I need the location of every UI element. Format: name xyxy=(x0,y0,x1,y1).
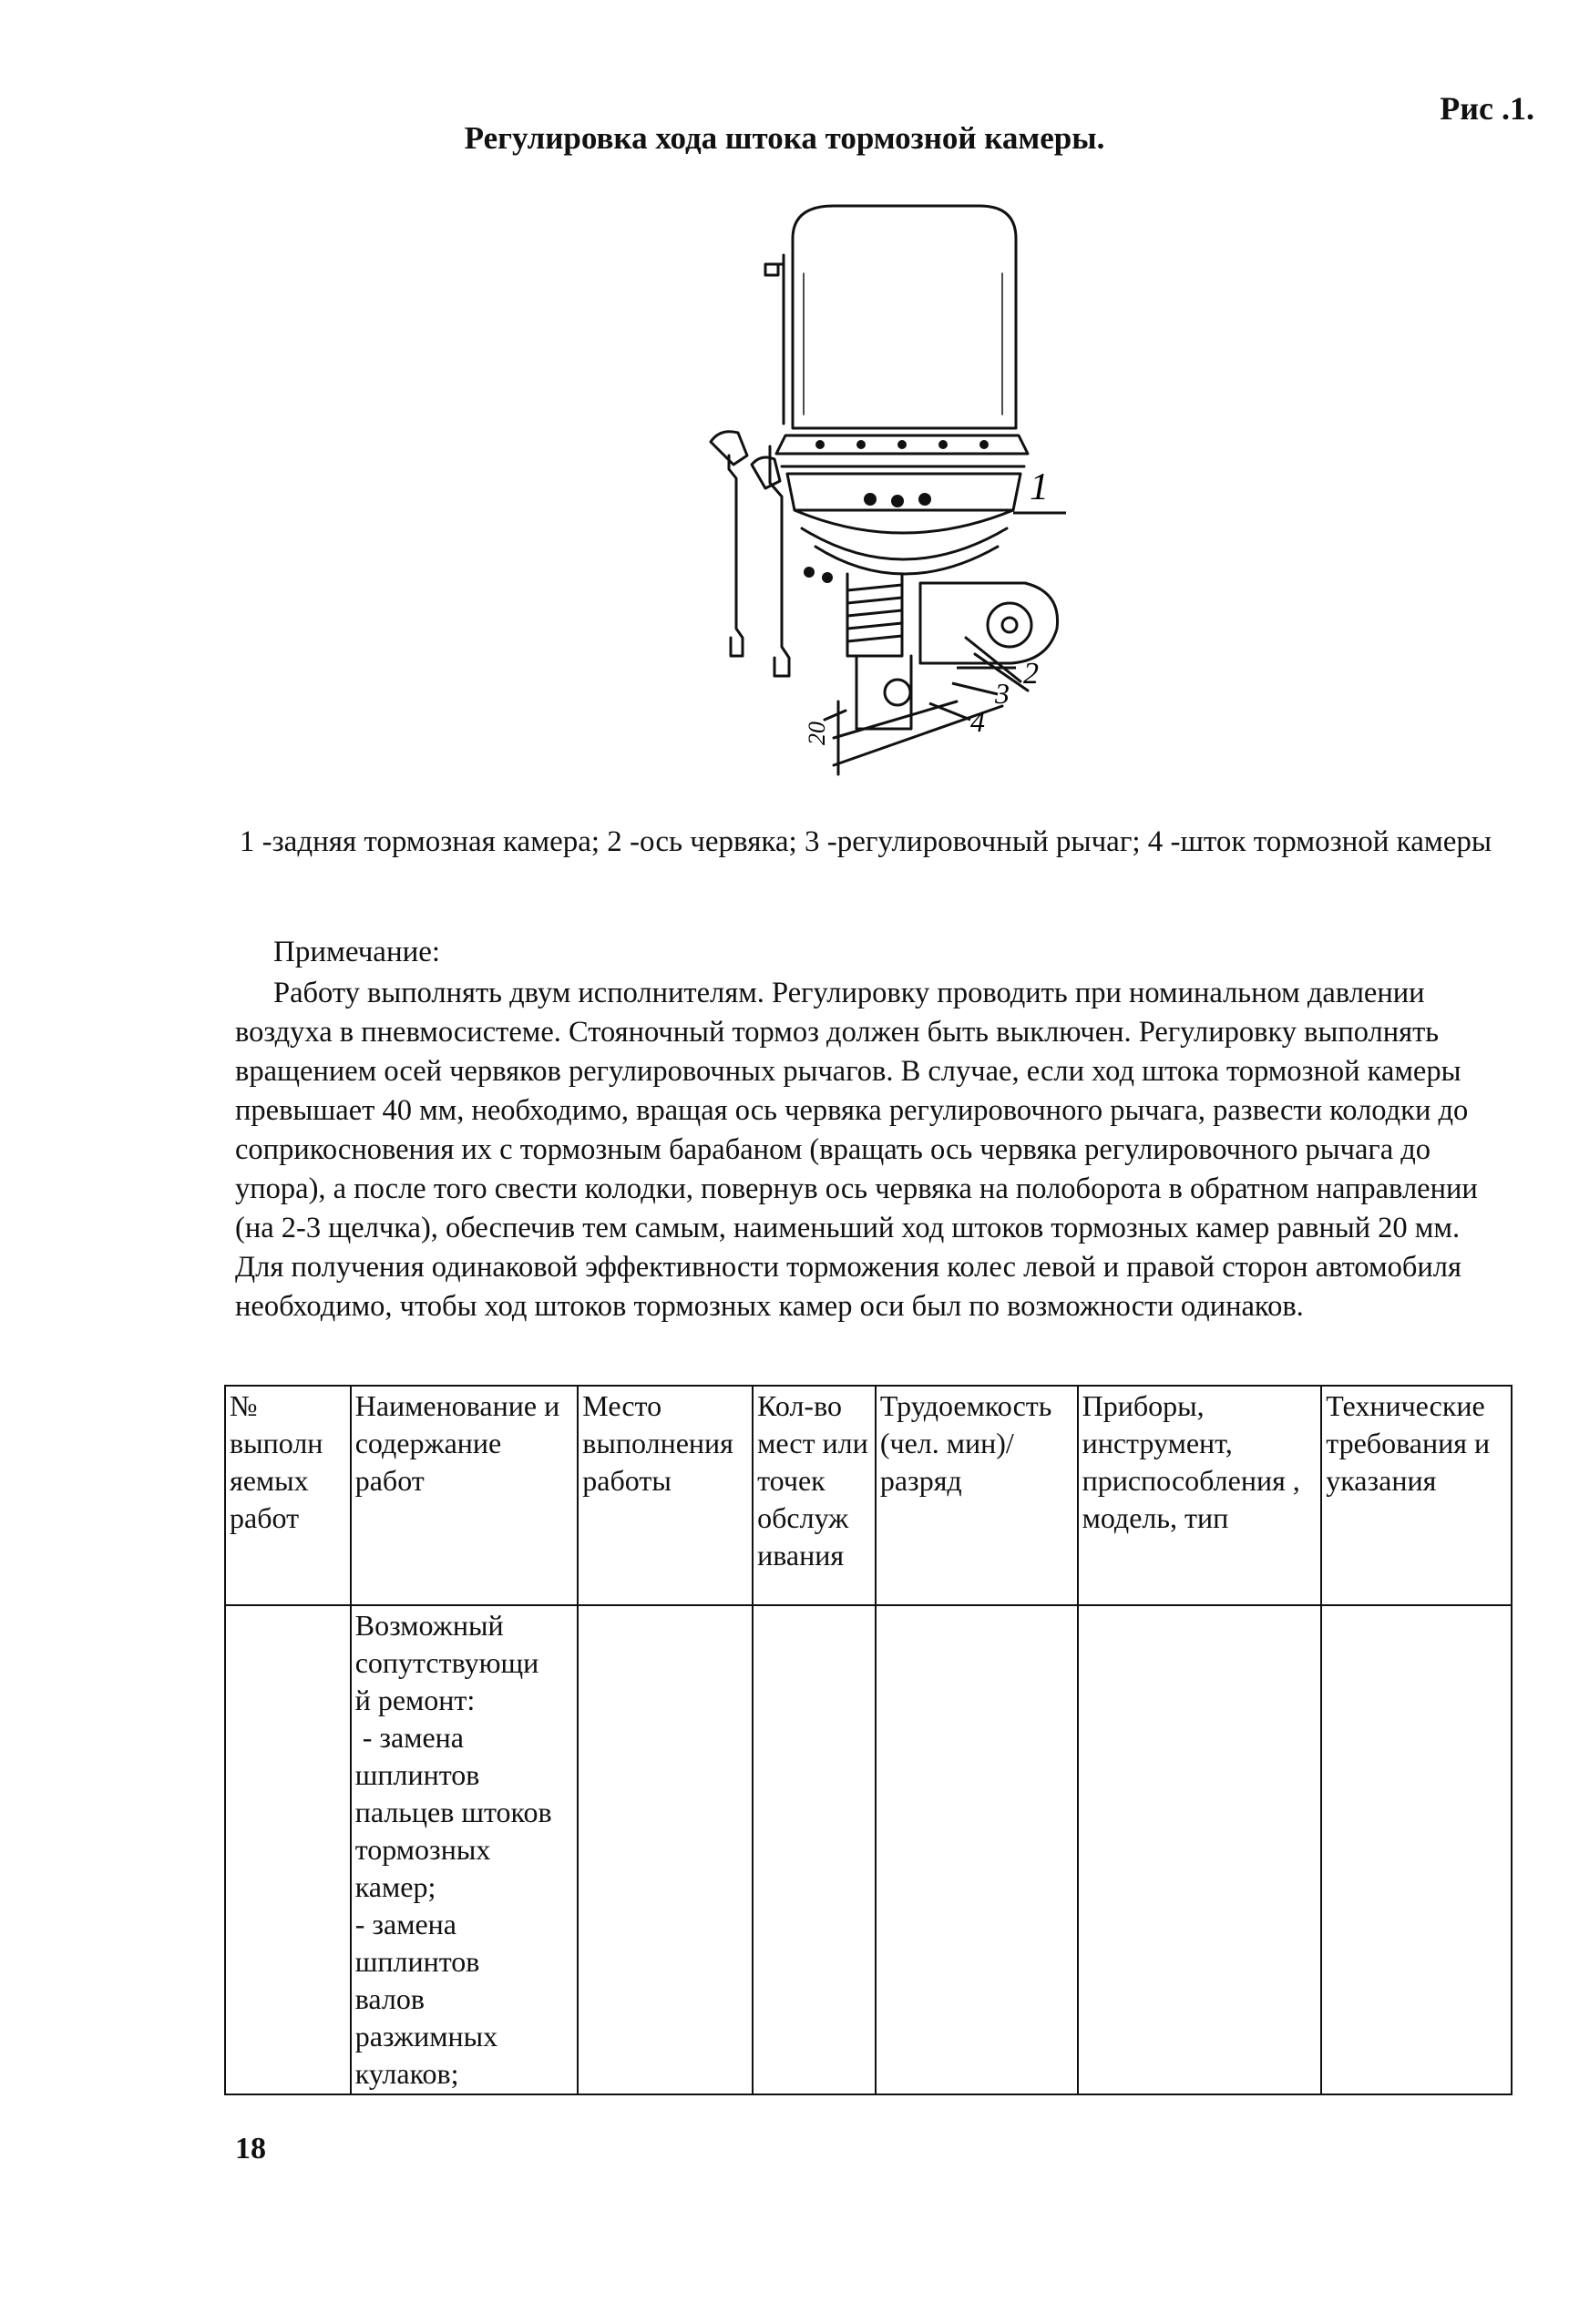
cell-number xyxy=(225,1605,351,2094)
dimension-label: 20 xyxy=(804,722,830,745)
works-table xyxy=(224,1385,1513,2095)
cell-name-line: сопутствующи xyxy=(354,1646,539,1679)
page-title: Регулировка хода штока тормозной камеры. xyxy=(464,120,1105,156)
cell-name-line: разжимных xyxy=(354,2020,498,2053)
table-row xyxy=(225,1605,1512,2094)
header-labor: Трудоемкость (чел. мин)/разряд xyxy=(876,1386,1078,1605)
table-header-row xyxy=(225,1386,1512,1605)
figure-label: Рис .1. xyxy=(1440,90,1534,127)
cell-name-line: кулаков; xyxy=(354,2057,459,2090)
cell-name-line: валов xyxy=(354,1982,425,2015)
header-requirements: Технические требования и указания xyxy=(1321,1386,1512,1605)
cell-place xyxy=(578,1605,753,2094)
cell-points xyxy=(753,1605,876,2094)
cell-labor xyxy=(876,1605,1078,2094)
callout-3: 3 xyxy=(995,677,1010,710)
cell-name-line: Возможный xyxy=(354,1609,504,1642)
note-paragraph: Работу выполнять двум исполнителям. Регулировку проводить при номинальном давлении воздуха в пневмосистеме. Стояночный тормоз должен быть выключен. Регулировку выполнять вращением осей червяков регулировочных рычагов. В случае, если ход штока тормозной камеры превышает 40 мм, необходимо, вращая ось червяка регулировочного рычага, развести колодки до соприкосновения их с тормозным барабаном (вращать ось червяка регулировочного рычага до упора), а после того свести колодки, повернув ось червяка на полоборота в обратном направлении (на 2-3 щелчка), обеспечив тем самым, наименьший ход штоков тормозных камер равный 20 мм. Для получения одинаковой эффективности торможения колес левой и правой сторон автомобиля необходимо, чтобы ход штоков тормозных камер оси был по возможности одинаков. xyxy=(235,977,1478,1323)
cell-name-line: шплинтов xyxy=(354,1758,480,1791)
header-name: Наименование и содержание работ xyxy=(351,1386,579,1605)
cell-name xyxy=(351,1605,579,2094)
page-number: 18 xyxy=(235,2132,266,2165)
cell-name-line: тормозных xyxy=(354,1833,491,1866)
note-text xyxy=(235,974,1515,1326)
cell-name-line: - замена xyxy=(354,1721,464,1754)
cell-tools xyxy=(1078,1605,1322,2094)
header-place: Место выполнения работы xyxy=(578,1386,753,1605)
cell-name-line: - замена xyxy=(354,1908,456,1940)
brake-chamber-drawing xyxy=(674,193,1130,794)
cell-name-line: камер; xyxy=(354,1870,436,1903)
cell-name-line: й ремонт: xyxy=(354,1684,476,1716)
figure-caption: 1 -задняя тормозная камера; 2 -ось червяка; 3 -регулировочный рычаг; 4 -шток тормозной камеры xyxy=(239,825,1492,858)
header-points: Кол-во мест или точек обслуж ивания xyxy=(753,1386,876,1605)
callout-1: 1 xyxy=(1030,466,1049,508)
header-tools: Приборы, инструмент, приспособления , модель, тип xyxy=(1078,1386,1322,1605)
header-number: № выполн яемых работ xyxy=(225,1386,351,1605)
note-heading: Примечание: xyxy=(273,936,441,968)
callout-2: 2 xyxy=(1023,657,1039,691)
cell-requirements xyxy=(1321,1605,1512,2094)
cell-name-line: пальцев штоков xyxy=(354,1796,552,1828)
cell-name-line: шплинтов xyxy=(354,1945,480,1978)
callout-4: 4 xyxy=(970,705,985,738)
